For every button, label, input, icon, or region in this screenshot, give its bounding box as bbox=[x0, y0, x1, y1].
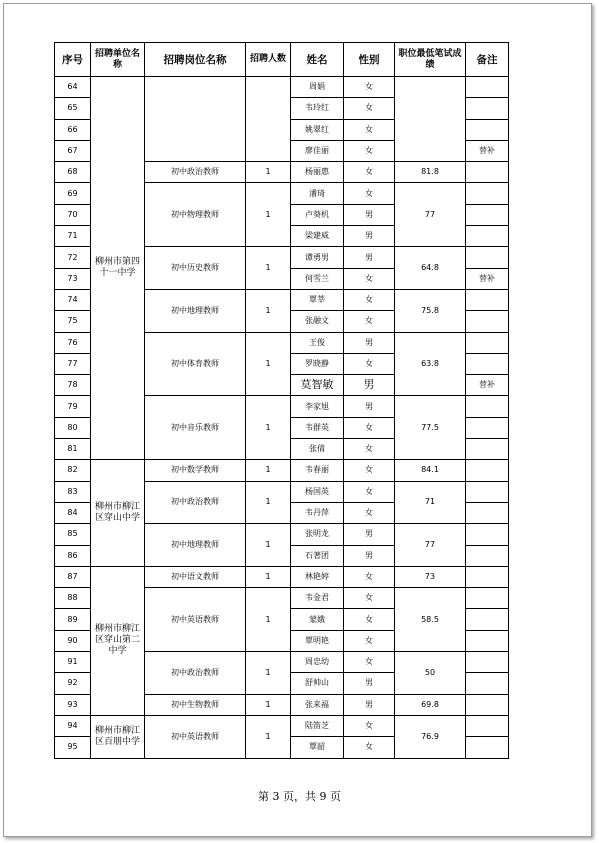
gender-cell: 男 bbox=[344, 247, 395, 268]
score-cell: 84.1 bbox=[395, 460, 466, 481]
remark-cell bbox=[466, 353, 509, 374]
table-row bbox=[55, 566, 509, 587]
seq-cell: 66 bbox=[55, 119, 91, 140]
remark-cell bbox=[466, 417, 509, 438]
gender-cell: 女 bbox=[344, 460, 395, 481]
position-cell: 初中语文教师 bbox=[145, 566, 246, 587]
seq-cell: 75 bbox=[55, 311, 91, 332]
name-cell: 覃莘 bbox=[291, 289, 344, 310]
table-row bbox=[55, 77, 509, 98]
name-cell: 韦金君 bbox=[291, 588, 344, 609]
gender-cell: 女 bbox=[344, 311, 395, 332]
name-cell: 覃明艳 bbox=[291, 630, 344, 651]
seq-cell: 76 bbox=[55, 332, 91, 353]
seq-cell: 89 bbox=[55, 609, 91, 630]
score-cell: 76.9 bbox=[395, 715, 466, 758]
count-cell: 1 bbox=[246, 162, 291, 183]
remark-cell bbox=[466, 715, 509, 736]
count-cell: 1 bbox=[246, 715, 291, 758]
gender-cell: 男 bbox=[344, 226, 395, 247]
remark-cell: 替补 bbox=[466, 268, 509, 289]
seq-cell: 87 bbox=[55, 566, 91, 587]
remark-cell bbox=[466, 609, 509, 630]
position-cell: 初中物理教师 bbox=[145, 183, 246, 247]
seq-cell: 79 bbox=[55, 396, 91, 417]
remark-cell bbox=[466, 77, 509, 98]
score-cell: 77.5 bbox=[395, 396, 466, 460]
name-cell: 石著团 bbox=[291, 545, 344, 566]
remark-cell bbox=[466, 183, 509, 204]
seq-cell: 84 bbox=[55, 502, 91, 523]
gender-cell: 女 bbox=[344, 630, 395, 651]
seq-cell: 88 bbox=[55, 588, 91, 609]
gender-cell: 男 bbox=[344, 673, 395, 694]
seq-cell: 94 bbox=[55, 715, 91, 736]
remark-cell bbox=[466, 162, 509, 183]
count-cell: 1 bbox=[246, 566, 291, 587]
remark-cell bbox=[466, 545, 509, 566]
remark-cell bbox=[466, 226, 509, 247]
name-cell: 韦群英 bbox=[291, 417, 344, 438]
gender-cell: 女 bbox=[344, 183, 395, 204]
position-cell: 初中音乐教师 bbox=[145, 396, 246, 460]
seq-cell: 67 bbox=[55, 140, 91, 161]
seq-cell: 81 bbox=[55, 439, 91, 460]
remark-cell bbox=[466, 652, 509, 673]
gender-cell: 女 bbox=[344, 481, 395, 502]
remark-cell bbox=[466, 204, 509, 225]
seq-cell: 70 bbox=[55, 204, 91, 225]
name-cell: 蒙娥 bbox=[291, 609, 344, 630]
page-number-footer: 第 3 页，共 9 页 bbox=[258, 790, 341, 803]
count-cell: 1 bbox=[246, 396, 291, 460]
gender-cell: 女 bbox=[344, 417, 395, 438]
name-cell: 莫智敏 bbox=[291, 375, 344, 396]
position-cell bbox=[145, 77, 246, 162]
gender-cell: 男 bbox=[344, 694, 395, 715]
unit-cell: 柳州市第四十一中学 bbox=[91, 77, 145, 460]
gender-cell: 女 bbox=[344, 77, 395, 98]
score-cell: 77 bbox=[395, 524, 466, 567]
remark-cell bbox=[466, 673, 509, 694]
name-cell: 罗晓静 bbox=[291, 353, 344, 374]
gender-cell: 女 bbox=[344, 439, 395, 460]
header-remark: 备注 bbox=[466, 43, 509, 77]
remark-cell bbox=[466, 588, 509, 609]
remark-cell bbox=[466, 98, 509, 119]
table-row bbox=[55, 715, 509, 736]
seq-cell: 93 bbox=[55, 694, 91, 715]
name-cell: 林艳婷 bbox=[291, 566, 344, 587]
table-row bbox=[55, 460, 509, 481]
name-cell: 何雪兰 bbox=[291, 268, 344, 289]
position-cell: 初中数学教师 bbox=[145, 460, 246, 481]
remark-cell bbox=[466, 460, 509, 481]
remark-cell bbox=[466, 311, 509, 332]
count-cell: 1 bbox=[246, 694, 291, 715]
header-row bbox=[55, 43, 509, 77]
remark-cell bbox=[466, 502, 509, 523]
seq-cell: 78 bbox=[55, 375, 91, 396]
name-cell: 张融文 bbox=[291, 311, 344, 332]
name-cell: 周娟 bbox=[291, 77, 344, 98]
score-cell: 77 bbox=[395, 183, 466, 247]
position-cell: 初中英语教师 bbox=[145, 588, 246, 652]
name-cell: 周忠幼 bbox=[291, 652, 344, 673]
position-cell: 初中地理教师 bbox=[145, 524, 246, 567]
name-cell: 韦春丽 bbox=[291, 460, 344, 481]
position-cell: 初中政治教师 bbox=[145, 481, 246, 524]
remark-cell bbox=[466, 396, 509, 417]
seq-cell: 71 bbox=[55, 226, 91, 247]
name-cell: 潘琦 bbox=[291, 183, 344, 204]
count-cell: 1 bbox=[246, 524, 291, 567]
name-cell: 谭勇男 bbox=[291, 247, 344, 268]
score-cell: 63.8 bbox=[395, 332, 466, 396]
position-cell: 初中政治教师 bbox=[145, 652, 246, 695]
name-cell: 王俊 bbox=[291, 332, 344, 353]
count-cell: 1 bbox=[246, 247, 291, 290]
count-cell: 1 bbox=[246, 652, 291, 695]
count-cell bbox=[246, 77, 291, 162]
score-cell bbox=[395, 77, 466, 162]
seq-cell: 68 bbox=[55, 162, 91, 183]
remark-cell bbox=[466, 439, 509, 460]
score-cell: 81.8 bbox=[395, 162, 466, 183]
gender-cell: 女 bbox=[344, 98, 395, 119]
seq-cell: 80 bbox=[55, 417, 91, 438]
name-cell: 卢葵机 bbox=[291, 204, 344, 225]
seq-cell: 72 bbox=[55, 247, 91, 268]
count-cell: 1 bbox=[246, 481, 291, 524]
gender-cell: 男 bbox=[344, 524, 395, 545]
header-score: 职位最低笔试成绩 bbox=[395, 43, 466, 77]
remark-cell bbox=[466, 524, 509, 545]
score-cell: 75.8 bbox=[395, 289, 466, 332]
header-position: 招聘岗位名称 bbox=[145, 43, 246, 77]
name-cell: 姚翠红 bbox=[291, 119, 344, 140]
recruitment-table bbox=[54, 42, 509, 759]
name-cell: 韦丹萍 bbox=[291, 502, 344, 523]
gender-cell: 男 bbox=[344, 332, 395, 353]
unit-cell: 柳州市柳江区穿山第二中学 bbox=[91, 566, 145, 715]
remark-cell: 替补 bbox=[466, 375, 509, 396]
name-cell: 杨国英 bbox=[291, 481, 344, 502]
gender-cell: 女 bbox=[344, 162, 395, 183]
header-unit: 招聘单位名称 bbox=[91, 43, 145, 77]
seq-cell: 73 bbox=[55, 268, 91, 289]
name-cell: 杨丽惠 bbox=[291, 162, 344, 183]
seq-cell: 95 bbox=[55, 737, 91, 758]
score-cell: 73 bbox=[395, 566, 466, 587]
position-cell: 初中地理教师 bbox=[145, 289, 246, 332]
seq-cell: 86 bbox=[55, 545, 91, 566]
header-gender: 性别 bbox=[344, 43, 395, 77]
unit-cell: 柳州市柳江区穿山中学 bbox=[91, 460, 145, 566]
name-cell: 舒帅山 bbox=[291, 673, 344, 694]
position-cell: 初中英语教师 bbox=[145, 715, 246, 758]
remark-cell bbox=[466, 630, 509, 651]
gender-cell: 女 bbox=[344, 588, 395, 609]
seq-cell: 74 bbox=[55, 289, 91, 310]
score-cell: 69.8 bbox=[395, 694, 466, 715]
name-cell: 李家旭 bbox=[291, 396, 344, 417]
position-cell: 初中体育教师 bbox=[145, 332, 246, 396]
remark-cell bbox=[466, 332, 509, 353]
seq-cell: 64 bbox=[55, 77, 91, 98]
remark-cell: 替补 bbox=[466, 140, 509, 161]
count-cell: 1 bbox=[246, 460, 291, 481]
header-count: 招聘人数 bbox=[246, 43, 291, 77]
gender-cell: 女 bbox=[344, 652, 395, 673]
name-cell: 陆笛芝 bbox=[291, 715, 344, 736]
position-cell: 初中历史教师 bbox=[145, 247, 246, 290]
seq-cell: 90 bbox=[55, 630, 91, 651]
count-cell: 1 bbox=[246, 332, 291, 396]
seq-cell: 85 bbox=[55, 524, 91, 545]
gender-cell: 女 bbox=[344, 268, 395, 289]
gender-cell: 男 bbox=[344, 204, 395, 225]
gender-cell: 男 bbox=[344, 396, 395, 417]
remark-cell bbox=[466, 247, 509, 268]
name-cell: 覃韶 bbox=[291, 737, 344, 758]
name-cell: 韦玲红 bbox=[291, 98, 344, 119]
score-cell: 71 bbox=[395, 481, 466, 524]
count-cell: 1 bbox=[246, 588, 291, 652]
name-cell: 张倩 bbox=[291, 439, 344, 460]
score-cell: 58.5 bbox=[395, 588, 466, 652]
seq-cell: 82 bbox=[55, 460, 91, 481]
remark-cell bbox=[466, 566, 509, 587]
gender-cell: 女 bbox=[344, 119, 395, 140]
count-cell: 1 bbox=[246, 289, 291, 332]
gender-cell: 女 bbox=[344, 715, 395, 736]
score-cell: 64.8 bbox=[395, 247, 466, 290]
gender-cell: 女 bbox=[344, 140, 395, 161]
header-name: 姓名 bbox=[291, 43, 344, 77]
seq-cell: 69 bbox=[55, 183, 91, 204]
remark-cell bbox=[466, 119, 509, 140]
remark-cell bbox=[466, 289, 509, 310]
header-seq: 序号 bbox=[55, 43, 91, 77]
position-cell: 初中生物教师 bbox=[145, 694, 246, 715]
gender-cell: 女 bbox=[344, 609, 395, 630]
name-cell: 张明龙 bbox=[291, 524, 344, 545]
count-cell: 1 bbox=[246, 183, 291, 247]
seq-cell: 65 bbox=[55, 98, 91, 119]
gender-cell: 女 bbox=[344, 289, 395, 310]
gender-cell: 男 bbox=[344, 545, 395, 566]
name-cell: 张来福 bbox=[291, 694, 344, 715]
gender-cell: 女 bbox=[344, 566, 395, 587]
position-cell: 初中政治教师 bbox=[145, 162, 246, 183]
gender-cell: 男 bbox=[344, 375, 395, 396]
remark-cell bbox=[466, 481, 509, 502]
name-cell: 廖佳丽 bbox=[291, 140, 344, 161]
unit-cell: 柳州市柳江区百朋中学 bbox=[91, 715, 145, 758]
gender-cell: 女 bbox=[344, 502, 395, 523]
remark-cell bbox=[466, 737, 509, 758]
seq-cell: 91 bbox=[55, 652, 91, 673]
name-cell: 梁建威 bbox=[291, 226, 344, 247]
seq-cell: 92 bbox=[55, 673, 91, 694]
seq-cell: 77 bbox=[55, 353, 91, 374]
gender-cell: 女 bbox=[344, 353, 395, 374]
gender-cell: 女 bbox=[344, 737, 395, 758]
score-cell: 50 bbox=[395, 652, 466, 695]
remark-cell bbox=[466, 694, 509, 715]
seq-cell: 83 bbox=[55, 481, 91, 502]
